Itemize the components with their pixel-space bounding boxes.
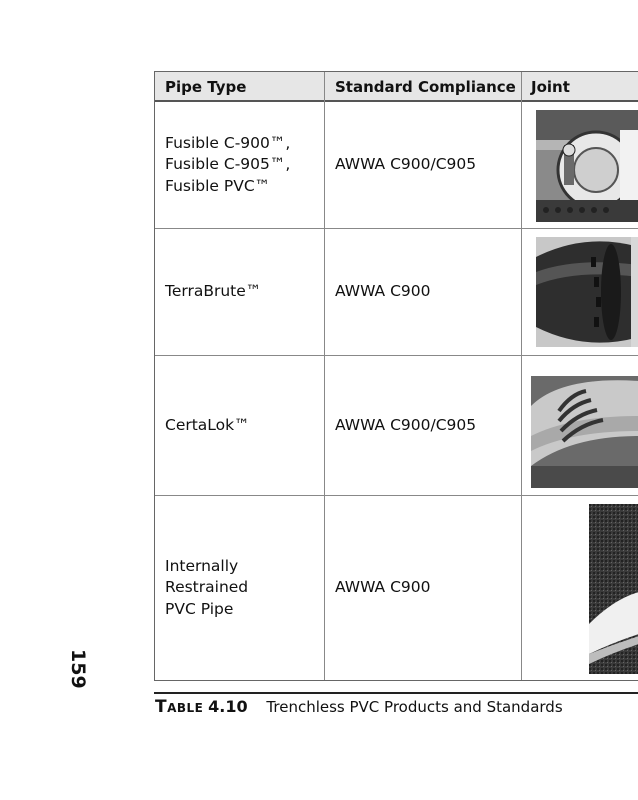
standard-text: AWWA C900/C905 [335, 155, 477, 174]
header-pipe-type: Pipe Type [165, 78, 247, 96]
column-divider [324, 72, 325, 680]
pipe-type-cell [155, 496, 325, 680]
caption-rule [154, 692, 638, 694]
table-header-row [155, 72, 638, 102]
standard-text: AWWA C900/C905 [335, 415, 477, 434]
table-row [155, 496, 638, 680]
table-caption [155, 697, 563, 717]
caption-number: 4.10 [208, 697, 248, 716]
grooved-coupling-photo [531, 376, 638, 488]
table-row [155, 229, 638, 356]
caption-title: Trenchless PVC Products and Standards [266, 698, 563, 716]
caption-label: Table [155, 697, 204, 717]
pipe-type-cell [155, 229, 325, 355]
fusion-machine-photo [536, 110, 638, 222]
pipe-type-text: TerraBrute™ [165, 282, 262, 301]
pipe-type-cell [155, 356, 325, 495]
standard-cell [325, 356, 521, 495]
standard-text: AWWA C900 [335, 578, 431, 597]
header-joint: Joint [531, 78, 570, 96]
standard-cell [325, 496, 521, 680]
header-standard-compliance: Standard Compliance [335, 78, 516, 96]
pipe-type-text: Internally Restrained PVC Pipe [165, 556, 249, 618]
pipe-type-text: CertaLok™ [165, 415, 250, 434]
standard-cell [325, 229, 521, 355]
restrained-joint-photo [589, 504, 638, 674]
table-row [155, 102, 638, 229]
page-number: 159 [67, 649, 89, 689]
products-table [154, 71, 638, 681]
table-row [155, 356, 638, 496]
standard-cell [325, 102, 521, 228]
pipe-type-text: Fusible C-900™, Fusible C-905™, Fusible PVC™ [165, 133, 291, 195]
column-divider [521, 72, 522, 680]
standard-text: AWWA C900 [335, 282, 431, 301]
pipe-type-cell [155, 102, 325, 228]
pipe-bell-joint-photo [536, 237, 638, 347]
